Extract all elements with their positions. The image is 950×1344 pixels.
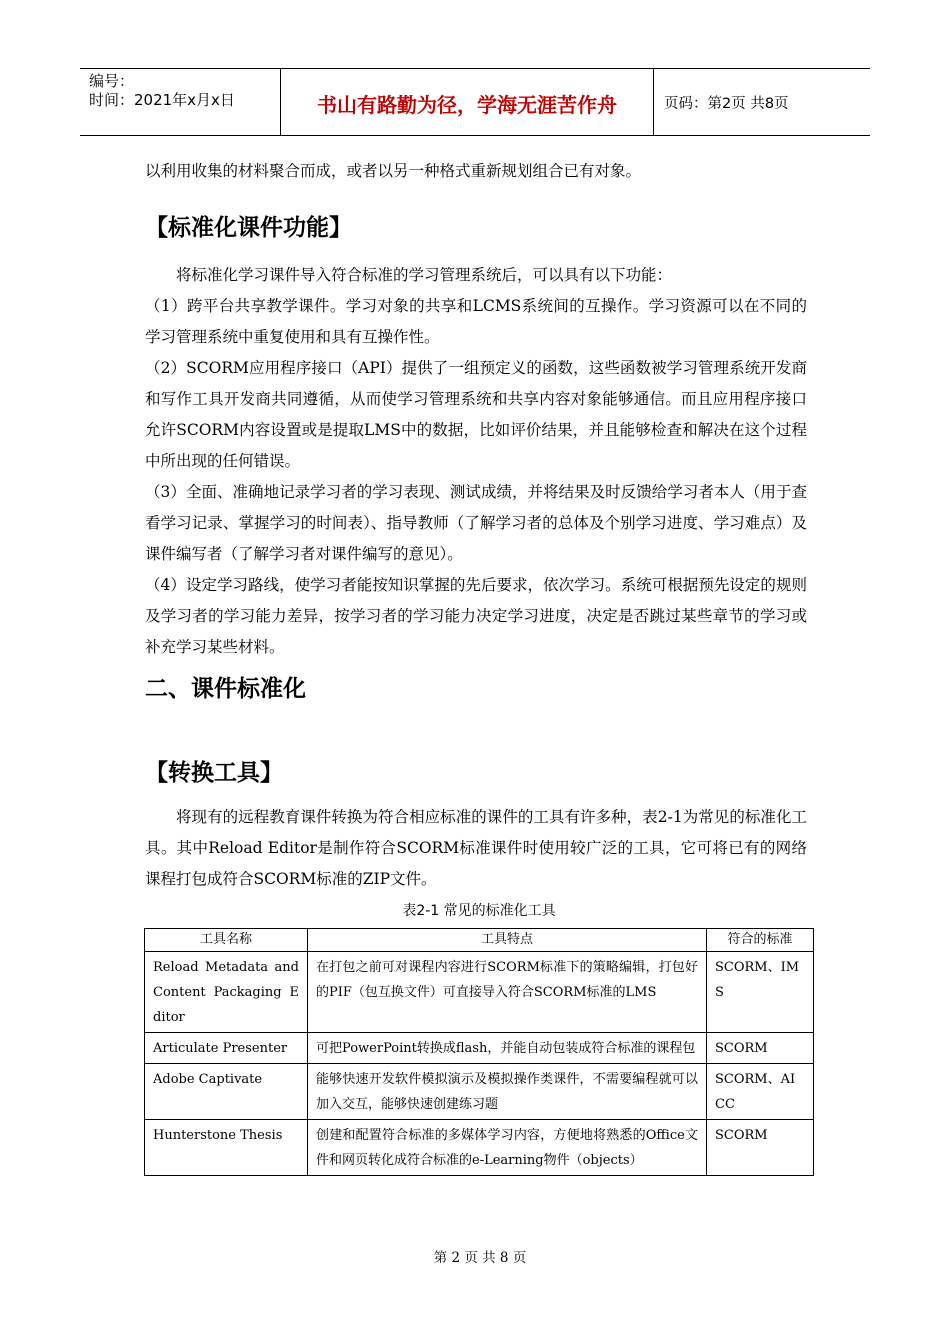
col-header-standard: 符合的标准 (707, 929, 814, 952)
page-header (80, 68, 870, 136)
functions-body (145, 260, 807, 663)
heading-tools: 【转换工具】 (145, 760, 283, 786)
paragraph-continued (145, 156, 807, 187)
table-header-row (145, 929, 814, 952)
heading-functions-wrap (145, 209, 807, 242)
function-item-3: （3）全面、准确地记录学习者的学习表现、测试成绩，并将结果及时反馈给学习者本人（用于查看学习记录、掌握学习的时间表）、指导教师（了解学习者的总体及个别学习进度、学习难点）及课件编写者（了解学习者对课件编写的意见）。 (145, 483, 807, 563)
function-item-2: （2）SCORM应用程序接口（API）提供了一组预定义的函数，这些函数被学习管理系统开发商和写作工具开发商共同遵循，从而使学习管理系统和共享内容对象能够通信。而且应用程序接口允许SCORM内容设置或是提取LMS中的数据，比如评价结果，并且能够检查和解决在这个过程中所出现的任何错误。 (145, 359, 807, 470)
table-row (145, 1120, 814, 1176)
table-row (145, 952, 814, 1033)
cell-tool-features: 可把PowerPoint转换成flash，并能自动包装成符合标准的课程包 (308, 1033, 707, 1064)
table-row (145, 1033, 814, 1064)
cell-tool-standard: SCORM (707, 1120, 814, 1176)
cell-tool-standard: SCORM (707, 1033, 814, 1064)
paragraph-tools: 将现有的远程教育课件转换为符合相应标准的课件的工具有许多种，表2-1为常见的标准化工具。其中Reload Editor是制作符合SCORM标准课件时使用较广泛的工具，它可将已有的网络课程打包成符合SCORM标准的ZIP文件。 (145, 808, 807, 888)
header-meta (80, 69, 281, 135)
number-label: 编号： (89, 72, 135, 90)
col-header-features: 工具特点 (308, 929, 707, 952)
col-header-name: 工具名称 (145, 929, 308, 952)
cell-tool-name: Adobe Captivate (145, 1064, 308, 1120)
function-item-4: （4）设定学习路线，使学习者能按知识掌握的先后要求，依次学习。系统可根据预先设定的规则及学习者的学习能力差异，按学习者的学习能力决定学习进度，决定是否跳过某些章节的学习或补充学习某些材料。 (145, 576, 807, 656)
section-heading-wrap (145, 670, 807, 703)
table-caption: 表2-1 常见的标准化工具 (402, 903, 556, 919)
header-motto: 书山有路勤为径，学海无涯苦作舟 (281, 69, 654, 135)
page-footer: 第 2 页 共 8 页 (433, 1250, 527, 1266)
paragraph: 以利用收集的材料聚合而成，或者以另一种格式重新规划组合已有对象。 (145, 162, 642, 180)
heading-tools-wrap (145, 754, 807, 787)
cell-tool-features: 能够快速开发软件模拟演示及模拟操作类课件，不需要编程就可以加入交互，能够快速创建练习题 (308, 1064, 707, 1120)
cell-tool-name: Reload Metadata and Content Packaging Editor (145, 952, 308, 1033)
heading-functions: 【标准化课件功能】 (145, 215, 352, 241)
cell-tool-name: Hunterstone Thesis (145, 1120, 308, 1176)
tools-table (144, 928, 814, 1176)
section-heading: 二、课件标准化 (145, 676, 306, 702)
time-label: 时间：2021年x月x日 (89, 91, 235, 109)
tools-body (145, 802, 807, 895)
function-item-1: （1）跨平台共享教学课件。学习对象的共享和LCMS系统间的互操作。学习资源可以在不同的学习管理系统中重复使用和具有互操作性。 (145, 297, 807, 346)
cell-tool-features: 在打包之前可对课程内容进行SCORM标准下的策略编辑，打包好的PIF（包互换文件）可直接导入符合SCORM标准的LMS (308, 952, 707, 1033)
header-page-info: 页码：第2页 共8页 (664, 95, 789, 112)
table-row (145, 1064, 814, 1120)
cell-tool-standard: SCORM、AICC (707, 1064, 814, 1120)
cell-tool-features: 创建和配置符合标准的多媒体学习内容，方便地将熟悉的Office文件和网页转化成符合标准的e-Learning物件（objects） (308, 1120, 707, 1176)
cell-tool-name: Articulate Presenter (145, 1033, 308, 1064)
paragraph-intro: 将标准化学习课件导入符合标准的学习管理系统后，可以具有以下功能： (176, 266, 673, 284)
cell-tool-standard: SCORM、IMS (707, 952, 814, 1033)
